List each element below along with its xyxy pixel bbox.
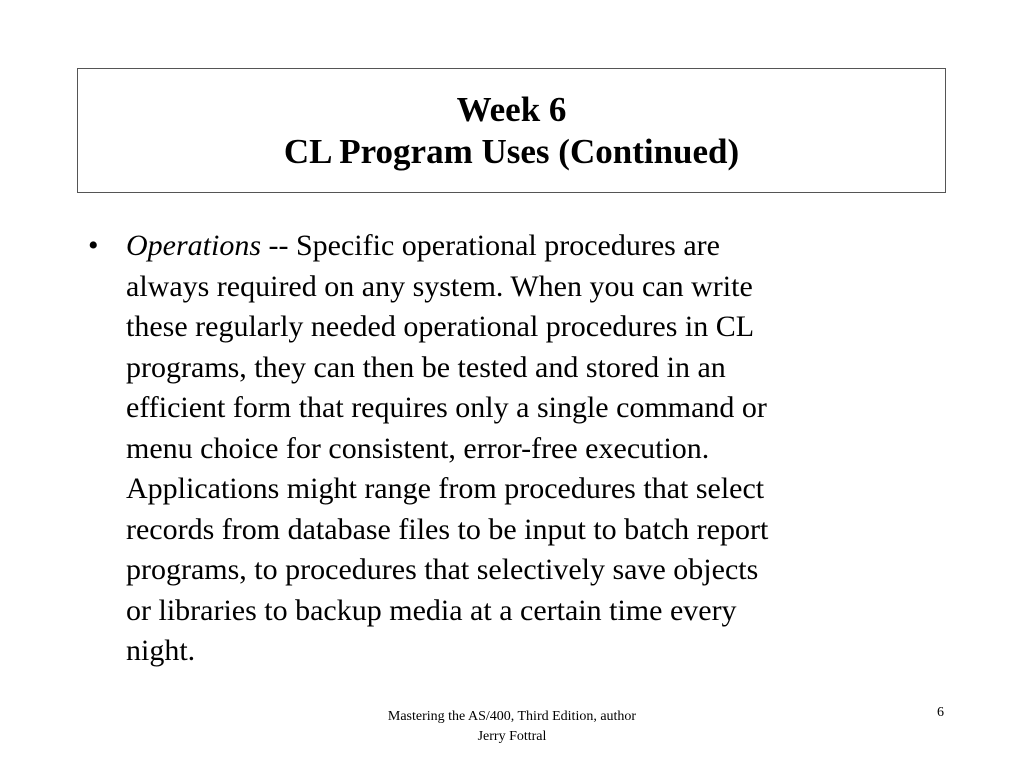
slide-title-topic: CL Program Uses (Continued) xyxy=(283,131,740,171)
bullet-term: Operations xyxy=(126,229,261,262)
bullet-line-1 xyxy=(126,226,938,267)
bullet-line-11: night. xyxy=(126,634,196,667)
bullet-line-2: always required on any system. When you can write xyxy=(126,269,753,303)
bullet-line-8: records from database files to be input to batch report xyxy=(126,512,769,546)
bullet-line-10: or libraries to backup media at a certain time every xyxy=(126,593,737,627)
bullet-line-4: programs, they can then be tested and stored in an xyxy=(126,350,726,384)
bullet-line-3: these regularly needed operational procedures in CL xyxy=(126,310,755,343)
bullet-line-1-text: -- Specific operational procedures are xyxy=(261,229,720,262)
bullet-line-9: programs, to procedures that selectively save objects xyxy=(126,553,759,586)
bullet-text xyxy=(126,226,938,672)
bullet-marker: • xyxy=(88,229,99,262)
bullet-item-operations xyxy=(88,226,938,672)
bullet-line-6: menu choice for consistent, error-free execution. xyxy=(126,431,710,465)
slide-title-box xyxy=(77,68,946,193)
footer-citation-line-2: Jerry Fottral xyxy=(477,729,547,744)
bullet-line-5: efficient form that requires only a single command or xyxy=(126,391,767,424)
bullet-line-7: Applications might range from procedures that select xyxy=(126,472,765,505)
footer-citation xyxy=(332,707,692,747)
page-number: 6 xyxy=(937,705,944,720)
slide-title-week: Week 6 xyxy=(456,89,567,129)
footer-citation-line-1: Mastering the AS/400, Third Edition, author xyxy=(387,709,637,724)
